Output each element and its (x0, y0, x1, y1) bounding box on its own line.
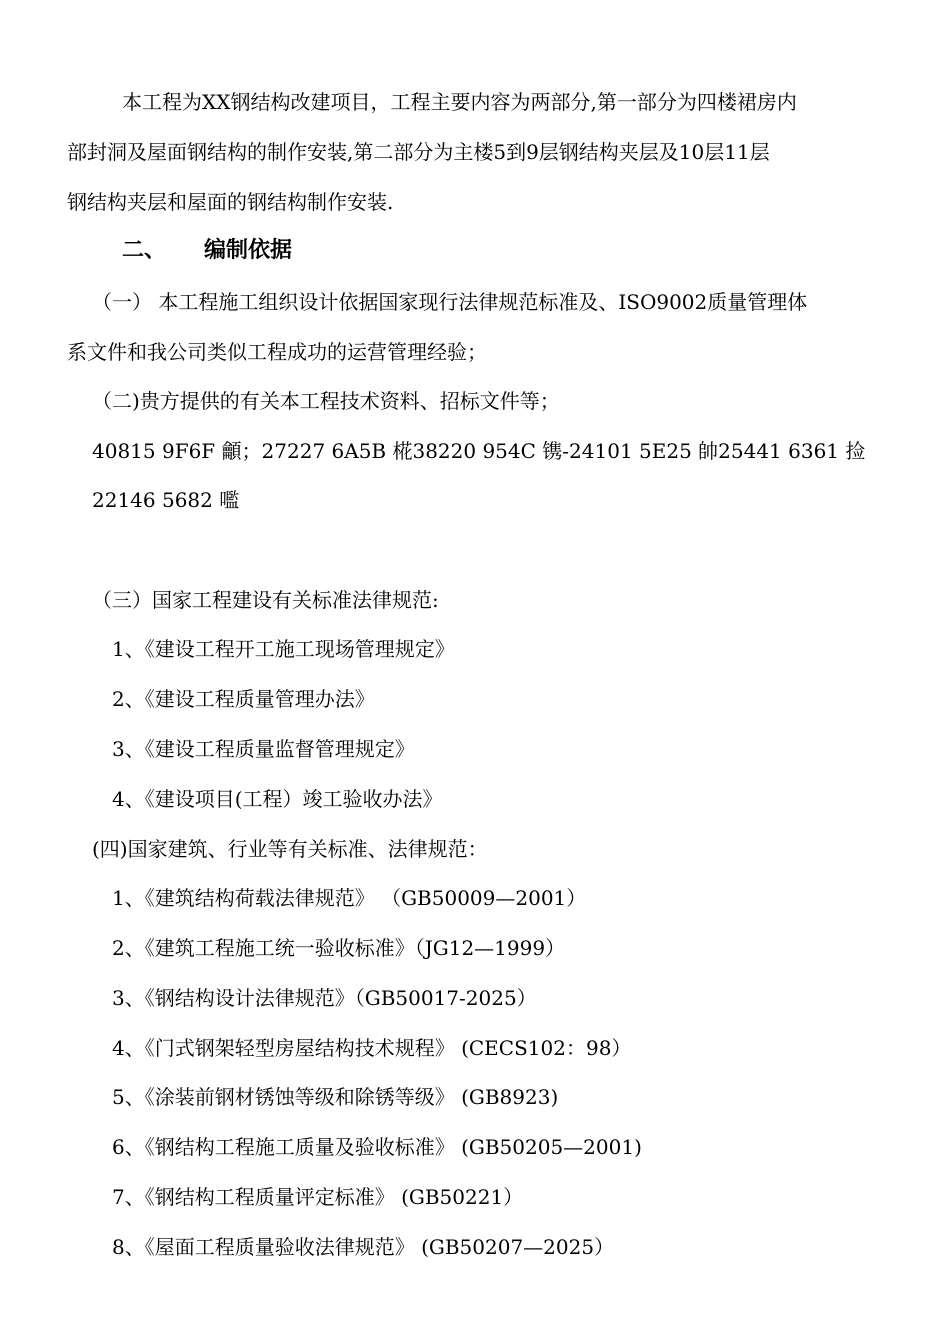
intro-line-2: 部封洞及屋面钢结构的制作安装,第二部分为主楼5到9层钢结构夹层及10层11层 (67, 140, 770, 164)
intro-line-3: 钢结构夹层和屋面的钢结构制作安装. (67, 190, 394, 214)
list-item: 3、《建设工程质量监督管理规定》 (112, 737, 415, 761)
basis-three-heading: （三）国家工程建设有关标准法律规范: (92, 588, 439, 612)
basis-one-line-2: 系文件和我公司类似工程成功的运营管理经验； (67, 340, 487, 364)
basis-four-heading: (四)国家建筑、行业等有关标准、法律规范： (92, 837, 488, 861)
list-item: 2、《建设工程质量管理办法》 (112, 687, 375, 711)
code-line-2: 22146 5682 嚂 (92, 488, 240, 512)
list-item: 7、《钢结构工程质量评定标准》 (GB50221） (112, 1185, 524, 1209)
list-item: 3、《钢结构设计法律规范》（GB50017-2025） (112, 986, 537, 1010)
section-title: 编制依据 (204, 238, 293, 263)
intro-line-1: 本工程为XX钢结构改建项目，工程主要内容为两部分,第一部分为四楼裙房内 (122, 90, 797, 114)
basis-one-line-1: （一） 本工程施工组织设计依据国家现行法律规范标准及、ISO9002质量管理体 (92, 290, 808, 314)
list-item: 6、《钢结构工程施工质量及验收标准》 (GB50205—2001) (112, 1135, 642, 1159)
section-number: 二、 (122, 238, 167, 263)
basis-two: （二)贵方提供的有关本工程技术资料、招标文件等； (92, 389, 560, 413)
list-item: 4、《门式钢架轻型房屋结构技术规程》 (CECS102：98） (112, 1036, 632, 1060)
list-item: 8、《屋面工程质量验收法律规范》 (GB50207—2025） (112, 1235, 615, 1259)
list-item: 4、《建设项目(工程）竣工验收办法》 (112, 787, 443, 811)
section-heading (122, 237, 292, 265)
list-item: 1、《建设工程开工施工现场管理规定》 (112, 637, 455, 661)
list-item: 1、《建筑结构荷载法律规范》 （GB50009—2001） (112, 886, 587, 910)
code-line-1: 40815 9F6F 龥；27227 6A5B 椛38220 954C 镌-24101 5E25 帥25441 6361 捡 (92, 439, 866, 463)
list-item: 5、《涂装前钢材锈蚀等级和除锈等级》 (GB8923) (112, 1085, 559, 1109)
list-item: 2、《建筑工程施工统一验收标准》（JG12—1999） (112, 936, 566, 960)
